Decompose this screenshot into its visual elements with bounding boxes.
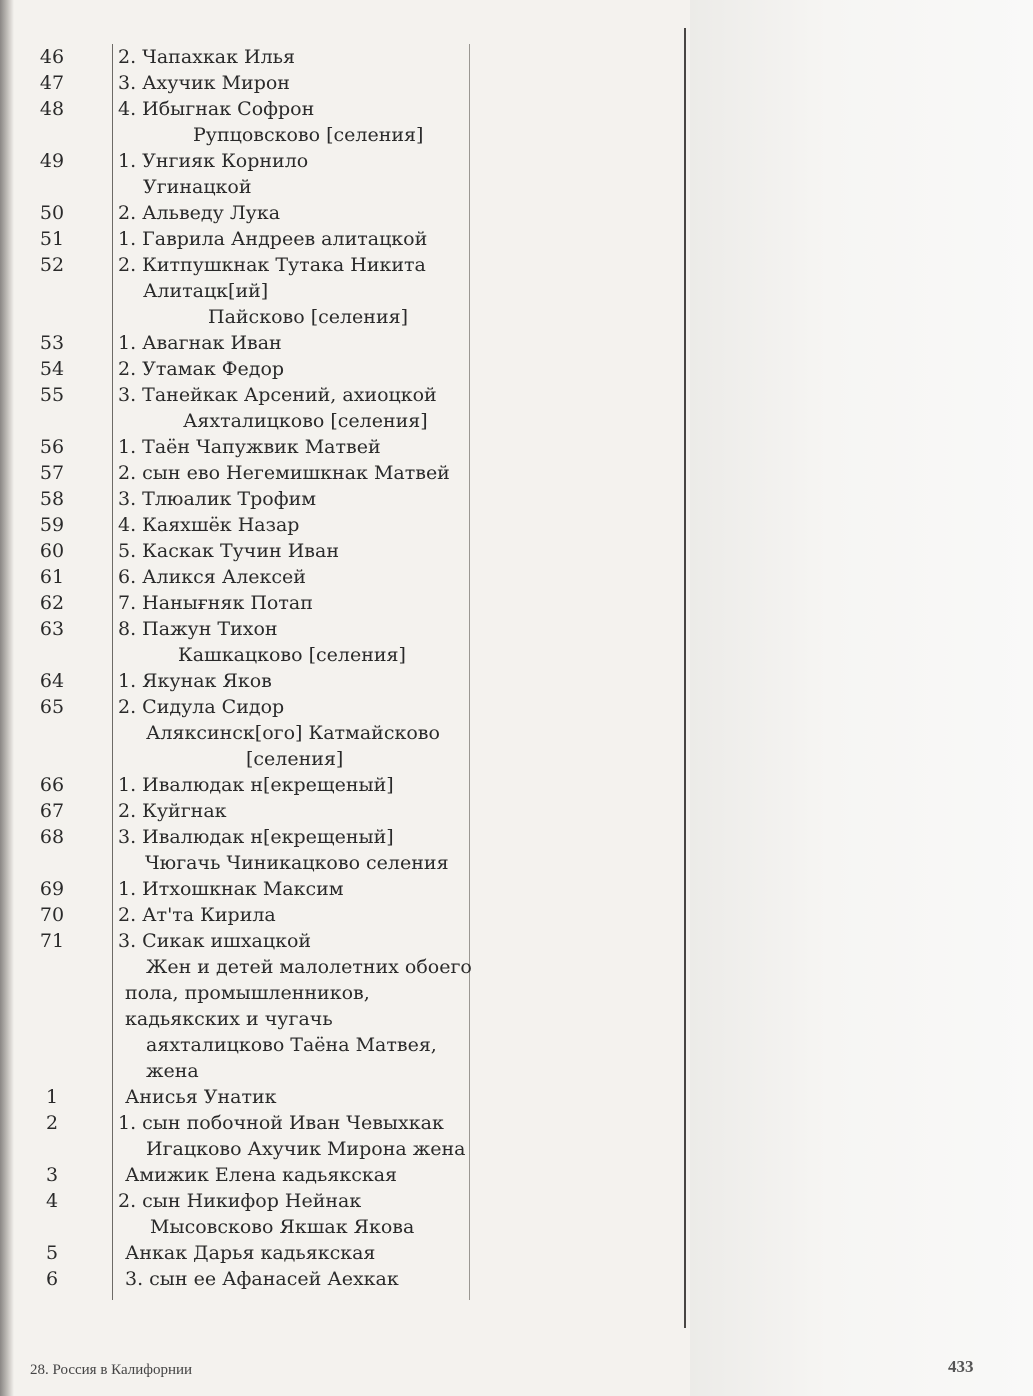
row-number: 46	[39, 46, 65, 68]
table-row	[28, 122, 488, 148]
row-number: 70	[39, 904, 65, 926]
table-row	[28, 668, 488, 694]
page-vertical-rule	[684, 28, 686, 1328]
row-text: 2. Чапахкак Илья	[118, 46, 295, 68]
blank-facing-area	[690, 0, 1033, 1396]
row-number: 6	[45, 1268, 59, 1290]
table-row	[28, 486, 488, 512]
row-number: 69	[39, 878, 65, 900]
row-number: 57	[39, 462, 65, 484]
row-number: 48	[39, 98, 65, 120]
settlement-heading: Рупцовсково [селения]	[193, 124, 424, 146]
row-number: 56	[39, 436, 65, 458]
table-row	[28, 252, 488, 278]
row-text: 4. Ибыгнак Софрон	[118, 98, 315, 120]
row-number: 63	[39, 618, 65, 640]
row-text: 1. сын побочной Иван Чевыхкак	[118, 1112, 444, 1134]
table-row	[28, 278, 488, 304]
settlement-heading: Игацково Ахучик Мирона жена	[146, 1138, 466, 1160]
row-number: 1	[45, 1086, 59, 1108]
settlement-heading: Чюгачь Чиникацково селения	[145, 852, 449, 874]
running-footer: 28. Россия в Калифорнии	[30, 1362, 193, 1378]
row-number: 49	[39, 150, 65, 172]
table-row	[28, 96, 488, 122]
table-row	[28, 1032, 488, 1058]
table-row	[28, 1136, 488, 1162]
table-row	[28, 1006, 488, 1032]
row-number: 68	[39, 826, 65, 848]
section-heading: Жен и детей малолетних обоего	[146, 956, 472, 978]
row-number: 61	[39, 566, 65, 588]
settlement-heading: Аяхталицково [селения]	[183, 410, 428, 432]
table-row	[28, 564, 488, 590]
table-row	[28, 928, 488, 954]
row-text: 1. Унгияк Корнило	[118, 150, 309, 172]
row-number: 66	[39, 774, 65, 796]
row-number: 71	[39, 930, 65, 952]
row-text: 2. Китпушкнак Тутака Никита	[118, 254, 426, 276]
table-row	[28, 954, 488, 980]
table-row	[28, 460, 488, 486]
row-text: 2. Утамак Федор	[118, 358, 285, 380]
table-row	[28, 850, 488, 876]
row-text: 4. Каяхшёк Назар	[118, 514, 300, 536]
row-text: 3. Сикак ишхацкой	[118, 930, 312, 952]
row-text-continuation: Угинацкой	[143, 176, 252, 198]
table-row	[28, 824, 488, 850]
row-text: 3. Танейкак Арсений, ахиоцкой	[118, 384, 437, 406]
table-row	[28, 148, 488, 174]
row-text: Анкак Дарья кадьякская	[125, 1242, 376, 1264]
row-number: 54	[39, 358, 65, 380]
table-row	[28, 616, 488, 642]
row-text: 2. сын Никифор Нейнак	[118, 1190, 362, 1212]
row-text: 7. Нанығняк Потап	[118, 592, 313, 614]
row-text: Амижик Елена кадьякская	[125, 1164, 398, 1186]
row-number: 62	[39, 592, 65, 614]
row-text: 2. Ат'та Кирила	[118, 904, 276, 926]
section-heading: жена	[146, 1060, 199, 1082]
row-text: 2. Сидула Сидор	[118, 696, 285, 718]
row-number: 51	[39, 228, 65, 250]
row-number: 47	[39, 72, 65, 94]
name-register-table	[28, 44, 488, 1300]
table-row	[28, 720, 488, 746]
table-row	[28, 1240, 488, 1266]
row-text: 3. Ивалюдак н[екрещеный]	[118, 826, 394, 848]
settlement-heading: Пайсково [селения]	[208, 306, 409, 328]
row-number: 65	[39, 696, 65, 718]
table-row	[28, 1214, 488, 1240]
table-row	[28, 44, 488, 70]
section-heading: кадьякских и чугачь	[125, 1008, 333, 1030]
row-number: 59	[39, 514, 65, 536]
row-text: 6. Аликся Алексей	[118, 566, 306, 588]
settlement-heading: Мысовсково Якшак Якова	[150, 1216, 415, 1238]
row-text: 2. Куйгнак	[118, 800, 227, 822]
row-text: 1. Итхошкнак Максим	[118, 878, 344, 900]
row-text: 2. сын ево Негемишкнак Матвей	[118, 462, 450, 484]
row-number: 58	[39, 488, 65, 510]
settlement-heading: Кашкацково [селения]	[178, 644, 406, 666]
table-row	[28, 980, 488, 1006]
table-row	[28, 408, 488, 434]
table-row	[28, 590, 488, 616]
row-number: 3	[45, 1164, 59, 1186]
row-number: 60	[39, 540, 65, 562]
table-row	[28, 200, 488, 226]
table-row	[28, 382, 488, 408]
table-row	[28, 902, 488, 928]
row-text: 8. Пажун Тихон	[118, 618, 278, 640]
table-row	[28, 174, 488, 200]
row-number: 50	[39, 202, 65, 224]
table-row	[28, 356, 488, 382]
table-row	[28, 1084, 488, 1110]
row-number: 5	[45, 1242, 59, 1264]
row-number: 4	[45, 1190, 59, 1212]
table-row	[28, 772, 488, 798]
table-row	[28, 70, 488, 96]
table-row	[28, 694, 488, 720]
table-row	[28, 538, 488, 564]
row-number: 2	[45, 1112, 59, 1134]
row-text: 3. сын ее Афанасей Аехкак	[125, 1268, 399, 1290]
settlement-heading: [селения]	[246, 748, 344, 770]
table-row	[28, 1058, 488, 1084]
row-text: 1. Таён Чапужвик Матвей	[118, 436, 381, 458]
table-row	[28, 330, 488, 356]
table-row	[28, 226, 488, 252]
table-row	[28, 876, 488, 902]
table-row	[28, 798, 488, 824]
table-row	[28, 1110, 488, 1136]
row-text: 1. Авагнак Иван	[118, 332, 282, 354]
table-row	[28, 1162, 488, 1188]
row-text: 3. Тлюалик Трофим	[118, 488, 317, 510]
row-text: 3. Ахучик Мирон	[118, 72, 290, 94]
section-heading: аяхталицково Таёна Матвея,	[146, 1034, 437, 1056]
table-row	[28, 1188, 488, 1214]
table-row	[28, 746, 488, 772]
table-row	[28, 304, 488, 330]
table-row	[28, 642, 488, 668]
settlement-heading: Аляксинск[ого] Катмайсково	[146, 722, 440, 744]
row-text: 5. Каскак Тучин Иван	[118, 540, 339, 562]
table-row	[28, 1266, 488, 1292]
page-binding-shadow	[0, 0, 14, 1396]
table-row	[28, 512, 488, 538]
row-number: 53	[39, 332, 65, 354]
row-number: 52	[39, 254, 65, 276]
table-row	[28, 434, 488, 460]
row-number: 67	[39, 800, 65, 822]
row-text: 1. Якунак Яков	[118, 670, 272, 692]
row-number: 55	[39, 384, 65, 406]
row-number: 64	[39, 670, 65, 692]
row-text-continuation: Алитацк[ий]	[143, 280, 269, 302]
page-number: 433	[948, 1357, 974, 1376]
section-heading: пола, промышленников,	[125, 982, 370, 1004]
row-text: 1. Ивалюдак н[екрещеный]	[118, 774, 394, 796]
row-text: Анисья Унатик	[125, 1086, 277, 1108]
row-text: 1. Гаврила Андреев алитацкой	[118, 228, 428, 250]
row-text: 2. Альведу Лука	[118, 202, 281, 224]
